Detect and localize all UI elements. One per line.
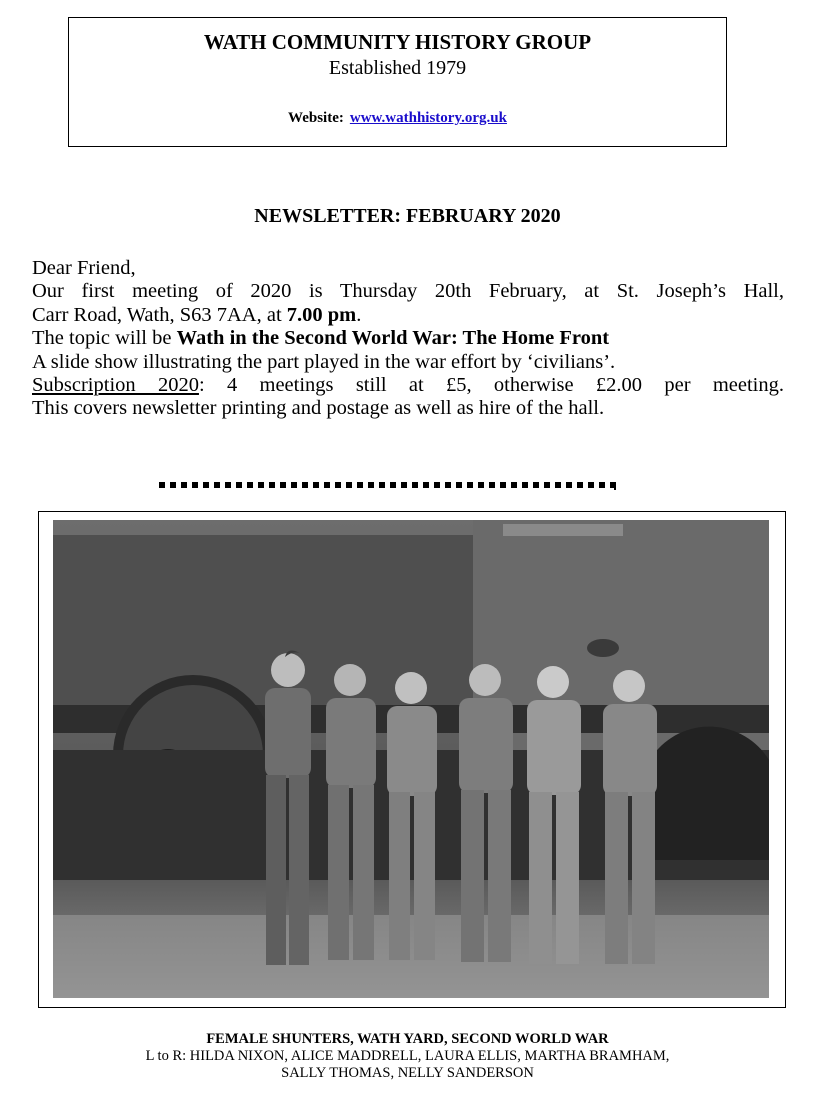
caption-names-line-1: L to R: HILDA NIXON, ALICE MADDRELL, LAURA ELLIS, MARTHA BRAMHAM, <box>145 1048 670 1064</box>
meeting-location: Carr Road, Wath, S63 7AA, at <box>32 303 287 326</box>
org-name: WATH COMMUNITY HISTORY GROUP <box>203 30 592 54</box>
greeting: Dear Friend, <box>32 257 136 279</box>
divider-end-mark <box>614 482 616 490</box>
photo-frame <box>38 511 786 1008</box>
letter-body <box>32 257 784 421</box>
website-line <box>69 110 726 127</box>
dotted-divider <box>159 482 615 488</box>
photo-caption <box>0 1031 815 1082</box>
meeting-time: 7.00 pm <box>286 303 357 326</box>
meeting-line-2 <box>32 304 784 327</box>
header-box <box>68 17 727 147</box>
caption-names-line-2: SALLY THOMAS, NELLY SANDERSON <box>281 1065 534 1081</box>
topic-prefix: The topic will be <box>32 327 177 350</box>
newsletter-title: NEWSLETTER: FEBRUARY 2020 <box>254 205 561 227</box>
subscription-text: : 4 meetings still at £5, otherwise £2.00 per meeting. <box>198 374 784 397</box>
covers-line: This covers newsletter printing and postage as well as hire of the hall. <box>32 397 605 420</box>
established-year: Established 1979 <box>328 57 467 79</box>
subscription-line <box>32 374 784 397</box>
topic-line <box>32 327 784 350</box>
shunters-photo <box>53 520 769 998</box>
caption-title: FEMALE SHUNTERS, WATH YARD, SECOND WORLD WAR <box>206 1031 609 1047</box>
slide-show-line: A slide show illustrating the part played in the war effort by ‘civilians’. <box>32 350 616 373</box>
loco-wheel-right <box>653 727 769 860</box>
meeting-line-2-end: . <box>356 303 362 326</box>
meeting-line-1: Our first meeting of 2020 is Thursday 20th February, at St. Joseph’s Hall, <box>32 280 784 303</box>
website-link[interactable]: www.wathhistory.org.uk <box>349 110 507 126</box>
website-label: Website: <box>288 110 344 126</box>
topic-title: Wath in the Second World War: The Home Front <box>176 327 610 350</box>
subscription-label: Subscription 2020 <box>32 374 199 397</box>
